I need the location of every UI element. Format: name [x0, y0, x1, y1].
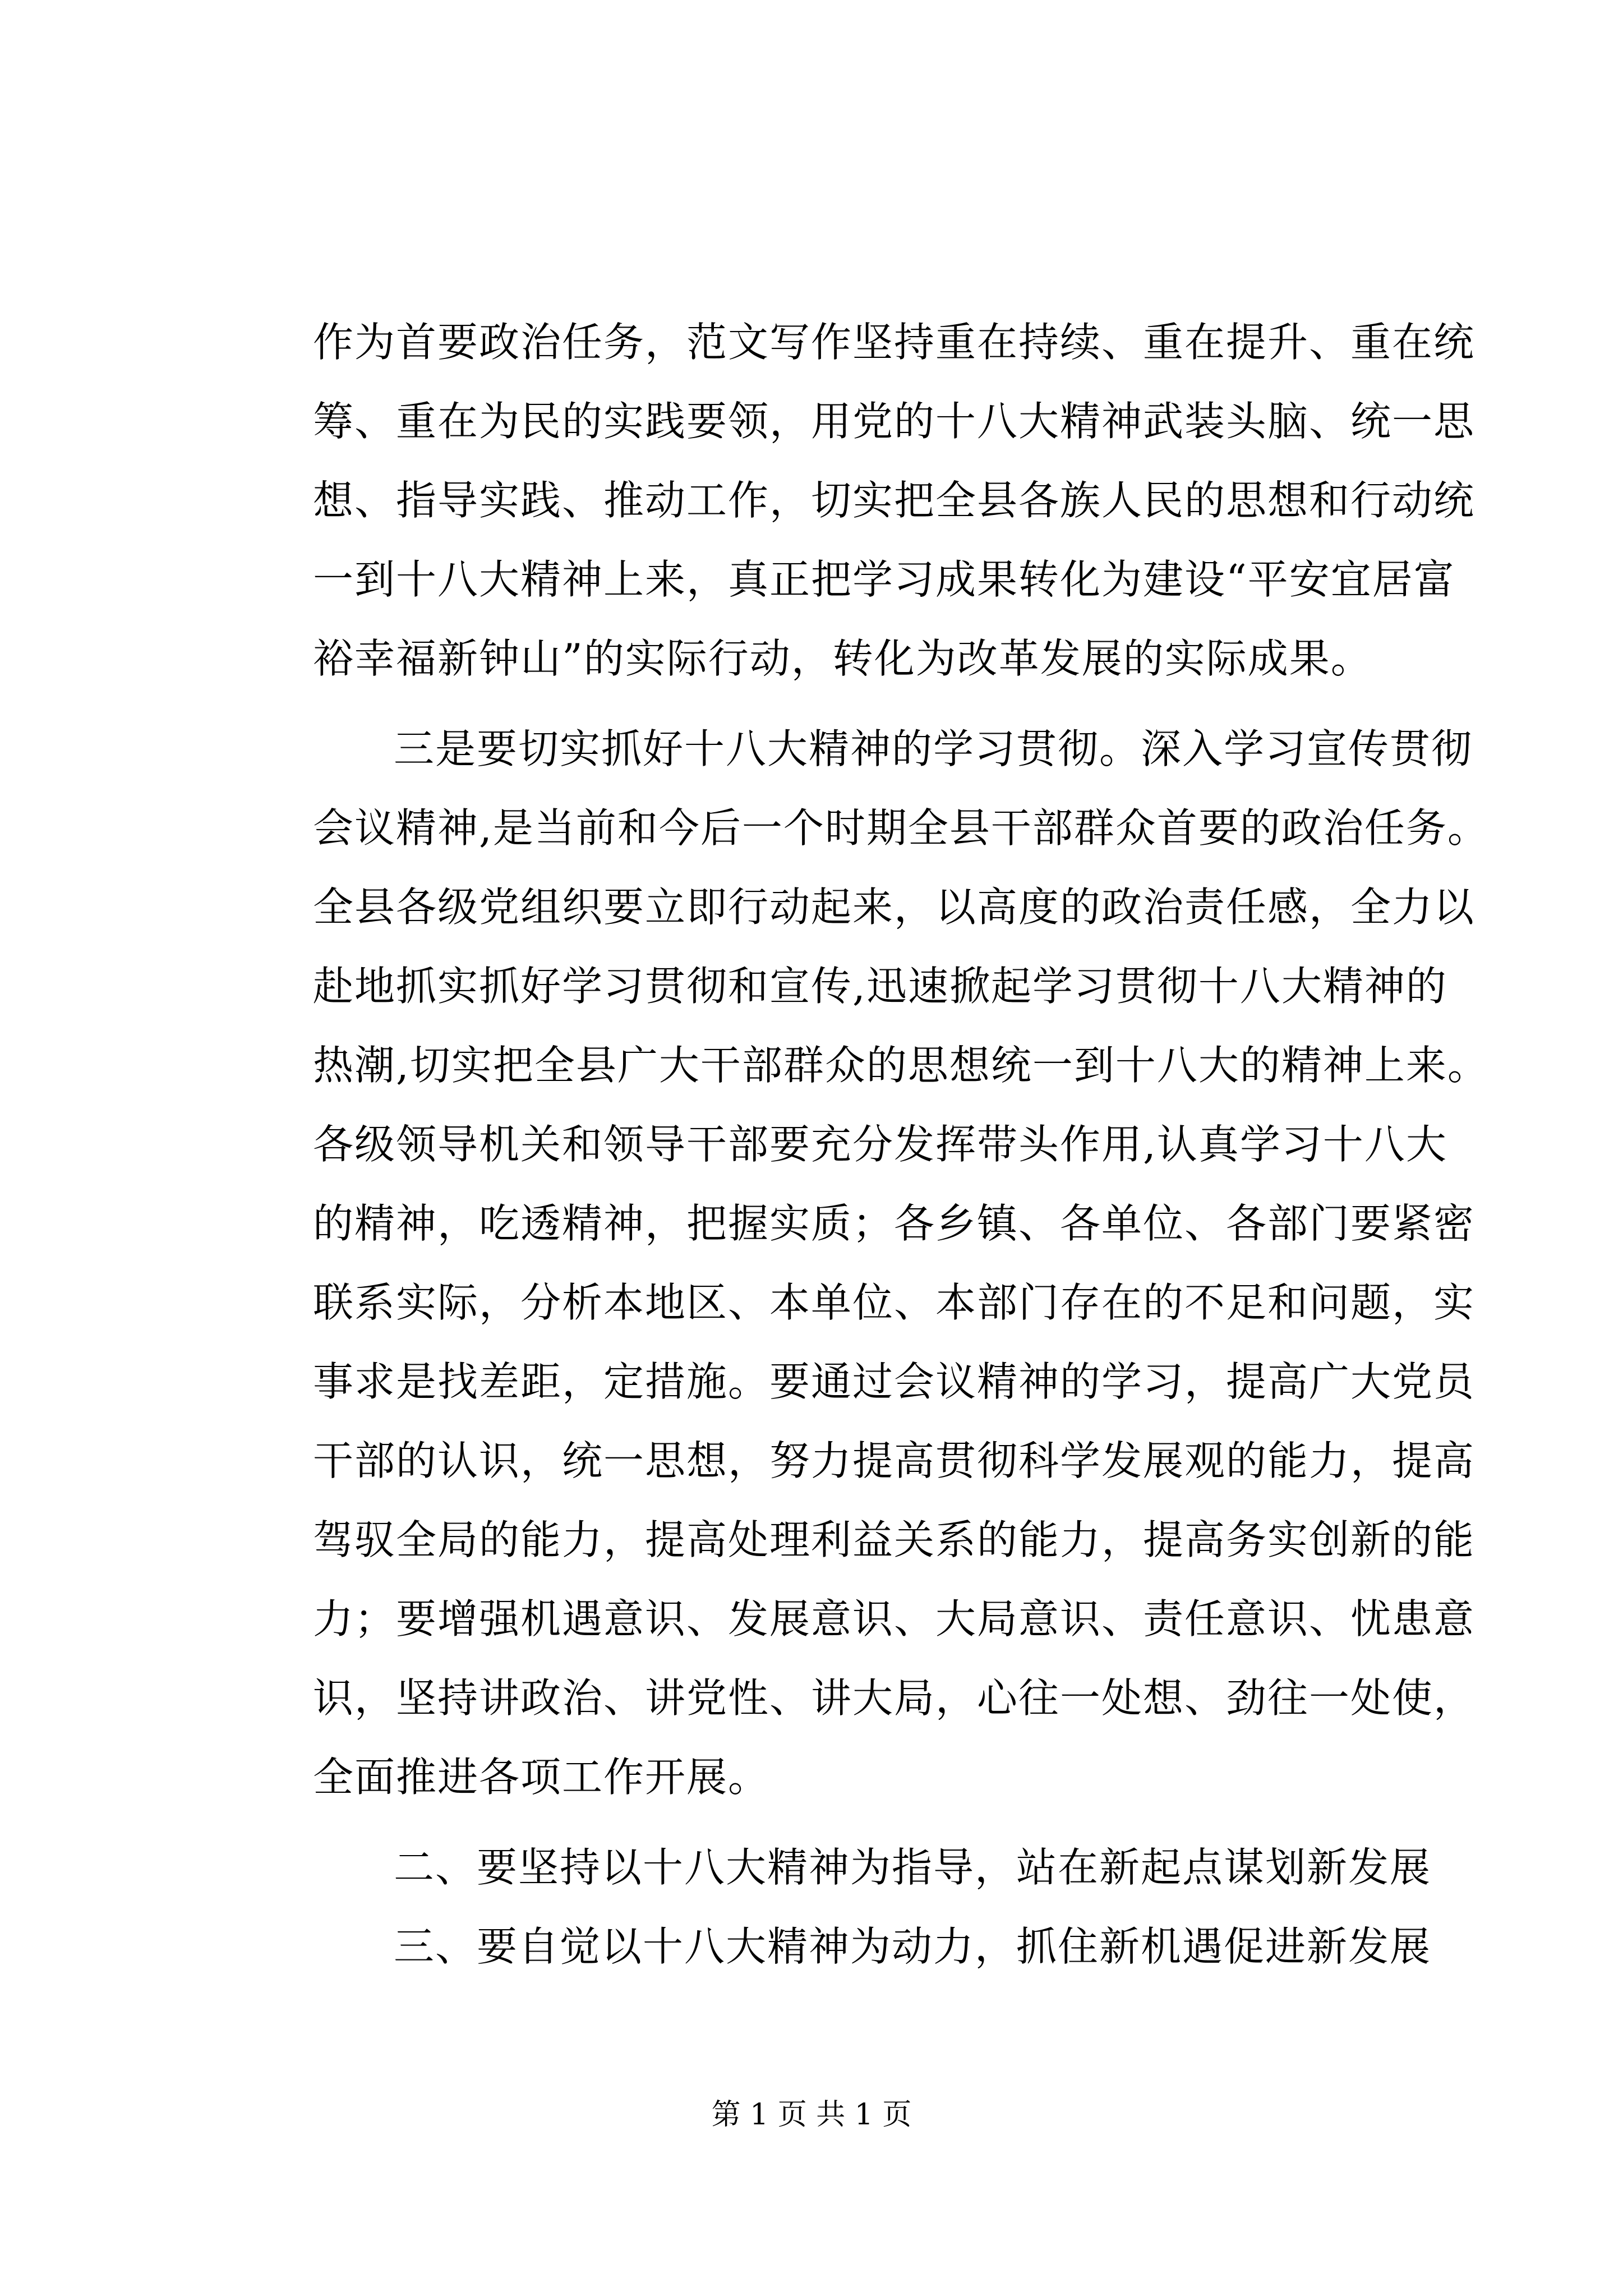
text-line: 力；要增强机遇意识、发展意识、大局意识、责任意识、忧患意	[313, 1595, 1476, 1642]
text-line: 全面推进各项工作开展。	[313, 1754, 770, 1801]
paragraph-first-line: 三是要切实抓好十八大精神的学习贯彻。深入学习宣传贯彻	[394, 725, 1473, 772]
text-line: 热潮,切实把全县广大干部群众的思想统一到十八大的精神上来。	[313, 1042, 1489, 1089]
section-heading-two: 二、要坚持以十八大精神为指导，站在新起点谋划新发展	[394, 1844, 1432, 1891]
text-line: 联系实际，分析本地区、本单位、本部门存在的不足和问题，实	[313, 1279, 1476, 1326]
text-line: 的精神，吃透精神，把握实质；各乡镇、各单位、各部门要紧密	[313, 1200, 1476, 1247]
text-line: 裕幸福新钟山”的实际行动，转化为改革发展的实际成果。	[313, 635, 1372, 682]
text-line: 驾驭全局的能力，提高处理利益关系的能力，提高务实创新的能	[313, 1516, 1476, 1563]
text-line: 干部的认识，统一思想，努力提高贯彻科学发展观的能力，提高	[313, 1437, 1476, 1484]
text-line: 一到十八大精神上来，真正把学习成果转化为建设“平安宜居富	[313, 556, 1455, 603]
text-line: 筹、重在为民的实践要领，用党的十八大精神武装头脑、统一思	[313, 398, 1476, 445]
text-line: 事求是找差距，定措施。要通过会议精神的学习，提高广大党员	[313, 1358, 1476, 1405]
text-line: 识，坚持讲政治、讲党性、讲大局，心往一处想、劲往一处使，	[313, 1674, 1476, 1722]
text-line: 想、指导实践、推动工作，切实把全县各族人民的思想和行动统	[313, 477, 1476, 524]
page-footer: 第 1 页 共 1 页	[711, 2098, 912, 2132]
text-line: 全县各级党组织要立即行动起来，以高度的政治责任感，全力以	[313, 884, 1476, 931]
text-line: 作为首要政治任务，范文写作坚持重在持续、重在提升、重在统	[313, 319, 1476, 366]
text-line: 赴地抓实抓好学习贯彻和宣传,迅速掀起学习贯彻十八大精神的	[313, 963, 1447, 1010]
text-line: 会议精神,是当前和今后一个时期全县干部群众首要的政治任务。	[313, 804, 1489, 852]
document-body	[313, 303, 1489, 1986]
text-line: 各级领导机关和领导干部要充分发挥带头作用,认真学习十八大	[313, 1121, 1447, 1168]
section-heading-three: 三、要自觉以十八大精神为动力，抓住新机遇促进新发展	[394, 1923, 1432, 1970]
